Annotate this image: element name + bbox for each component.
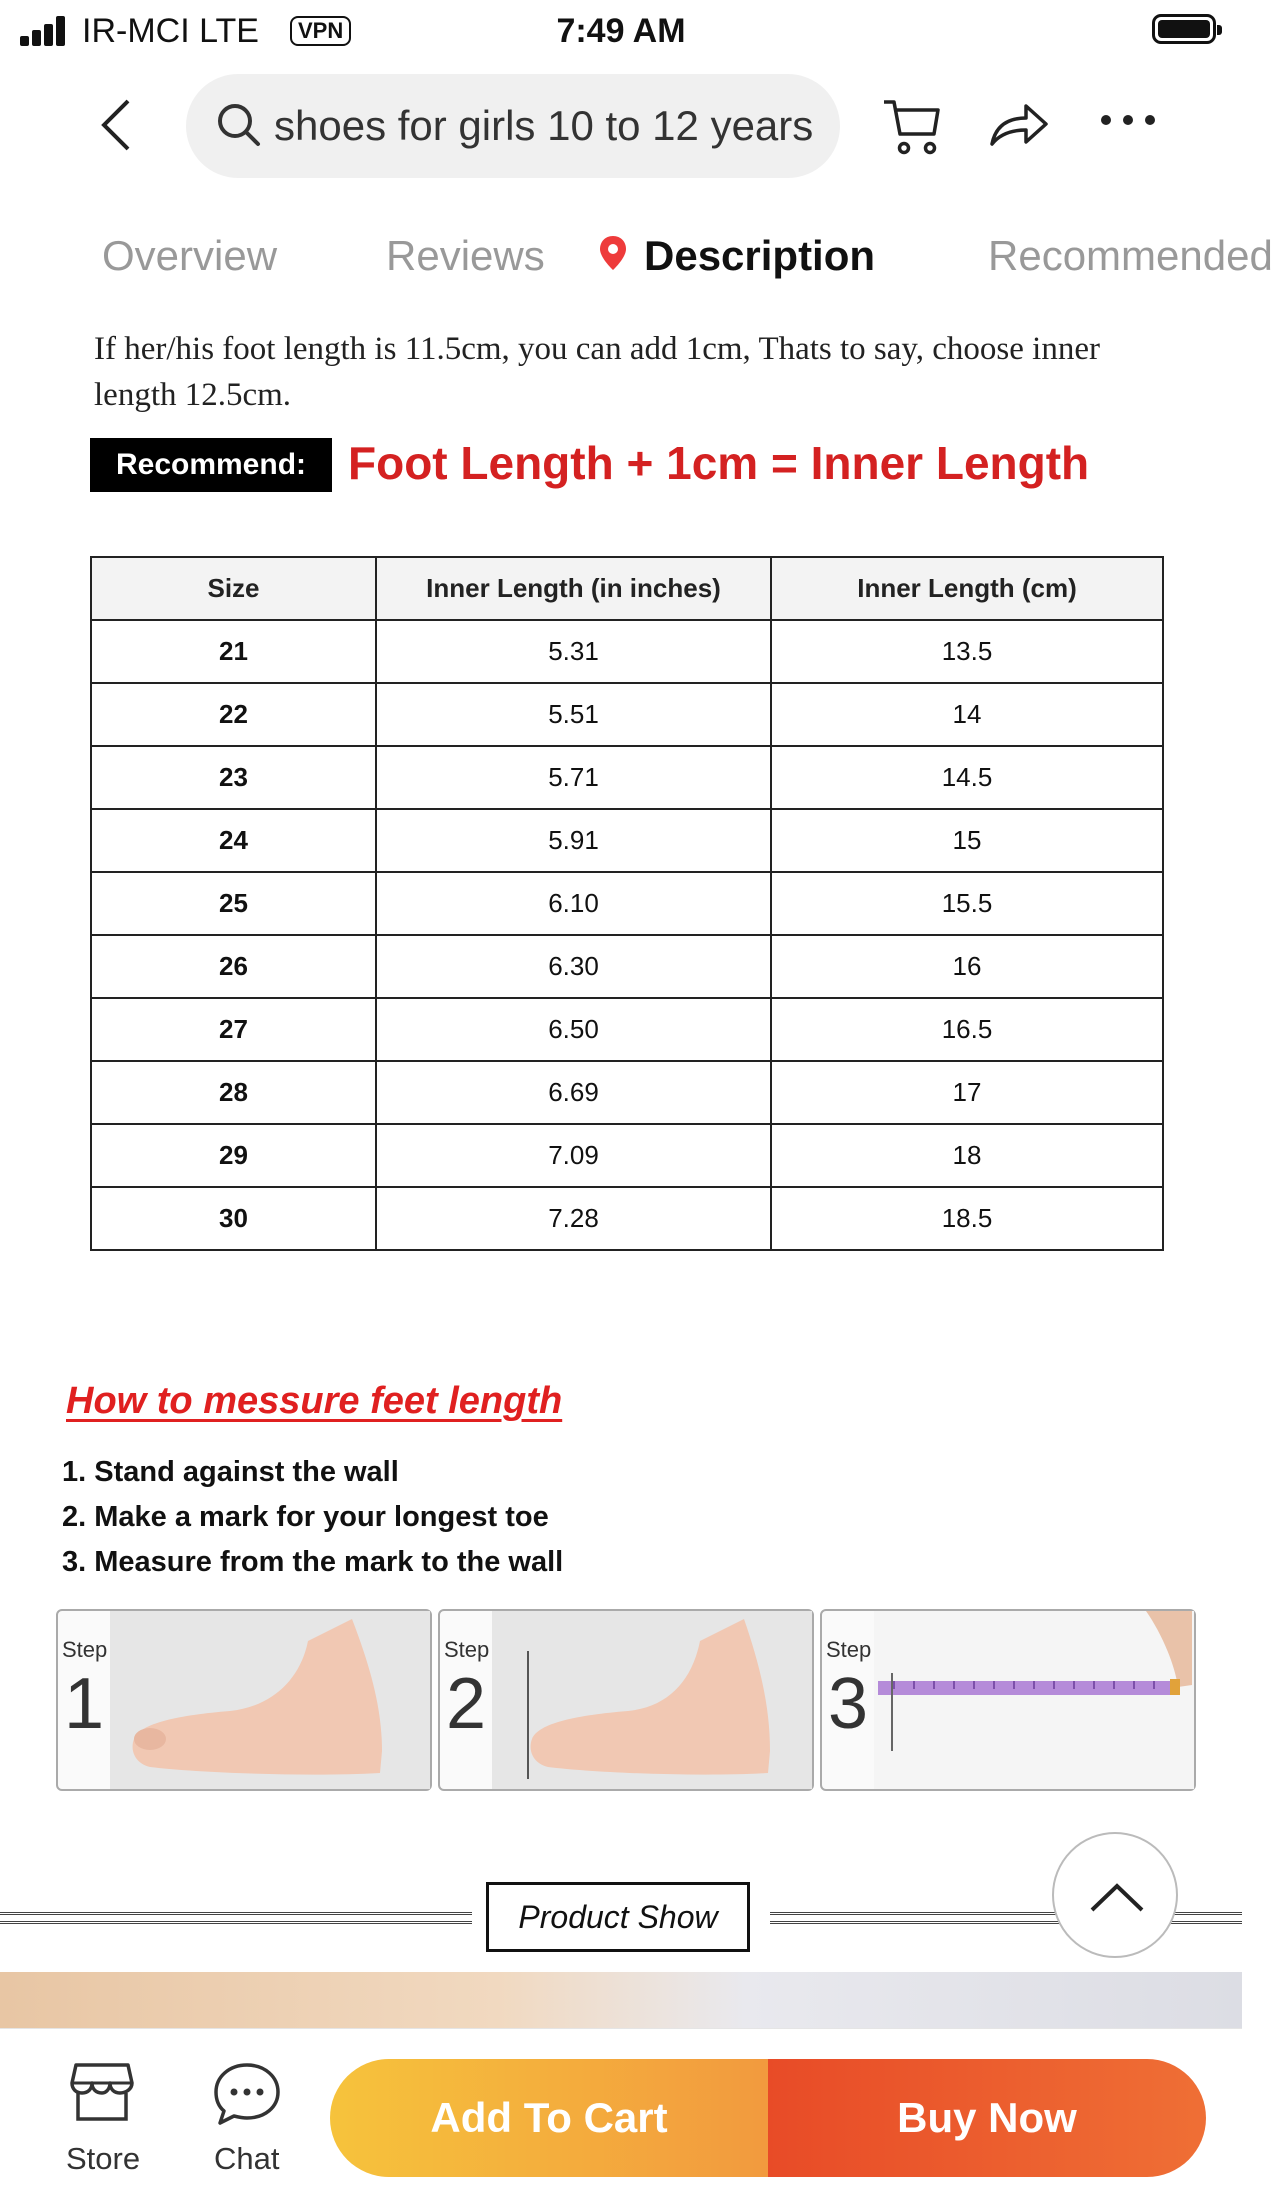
size-cell: 24	[91, 809, 376, 872]
search-bar[interactable]	[186, 74, 840, 178]
step-number: 1	[64, 1664, 105, 1744]
share-icon	[988, 96, 1050, 156]
inches-cell: 6.69	[376, 1061, 771, 1124]
buy-now-button[interactable]: Buy Now	[768, 2059, 1206, 2177]
table-row	[91, 1187, 1163, 1250]
table-row	[91, 809, 1163, 872]
store-icon	[70, 2061, 134, 2123]
step-card-1	[56, 1609, 432, 1791]
cm-cell: 16.5	[771, 998, 1163, 1061]
inches-cell: 7.28	[376, 1187, 771, 1250]
size-cell: 25	[91, 872, 376, 935]
foot-image	[492, 1611, 812, 1789]
size-cell: 22	[91, 683, 376, 746]
product-show-label: Product Show	[486, 1882, 750, 1952]
tab-reviews[interactable]: Reviews	[386, 232, 545, 279]
cm-cell: 18.5	[771, 1187, 1163, 1250]
cm-cell: 14	[771, 683, 1163, 746]
cart-button[interactable]	[882, 96, 942, 161]
chat-button[interactable]	[208, 2029, 288, 2209]
inches-cell: 7.09	[376, 1124, 771, 1187]
store-label: Store	[66, 2141, 141, 2176]
size-cell: 23	[91, 746, 376, 809]
share-button[interactable]	[988, 96, 1050, 161]
size-cell: 26	[91, 935, 376, 998]
vpn-badge: VPN	[290, 16, 351, 46]
foot-image	[110, 1611, 430, 1789]
list-item: 1. Stand against the wall	[62, 1456, 399, 1488]
step-number: 2	[446, 1664, 487, 1744]
recommend-badge: Recommend:	[90, 438, 332, 492]
table-row	[91, 683, 1163, 746]
inches-cell: 5.31	[376, 620, 771, 683]
section-tabs	[0, 220, 1273, 300]
inches-cell: 5.91	[376, 809, 771, 872]
table-row	[91, 1061, 1163, 1124]
cm-cell: 15.5	[771, 872, 1163, 935]
table-row	[91, 746, 1163, 809]
bottom-action-bar	[0, 2028, 1242, 2209]
foot-mark-illustration	[492, 1611, 812, 1789]
search-icon	[216, 102, 262, 148]
table-header: Size	[91, 557, 376, 620]
step-card-2	[438, 1609, 814, 1791]
how-to-steps	[62, 1450, 563, 1585]
measuring-tape-illustration	[874, 1611, 1194, 1789]
inches-cell: 6.30	[376, 935, 771, 998]
inches-cell: 6.50	[376, 998, 771, 1061]
step-number: 3	[828, 1664, 869, 1744]
inches-cell: 6.10	[376, 872, 771, 935]
chat-icon	[212, 2061, 282, 2127]
cm-cell: 18	[771, 1124, 1163, 1187]
location-pin-icon	[598, 234, 628, 274]
table-header: Inner Length (in inches)	[376, 557, 771, 620]
cm-cell: 13.5	[771, 620, 1163, 683]
cm-cell: 15	[771, 809, 1163, 872]
back-button[interactable]	[90, 95, 150, 155]
tab-recommended[interactable]: Recommended	[988, 232, 1273, 279]
chevron-left-icon	[90, 95, 150, 155]
step-label: Step	[444, 1637, 490, 1662]
inches-cell: 5.51	[376, 683, 771, 746]
cart-icon	[882, 96, 942, 156]
size-cell: 21	[91, 620, 376, 683]
tab-overview[interactable]: Overview	[102, 232, 278, 279]
cm-cell: 17	[771, 1061, 1163, 1124]
chat-label: Chat	[214, 2141, 280, 2176]
cm-cell: 16	[771, 935, 1163, 998]
search-input[interactable]: shoes for girls 10 to 12 years	[274, 102, 814, 149]
table-row	[91, 620, 1163, 683]
table-header: Inner Length (cm)	[771, 557, 1163, 620]
size-cell: 30	[91, 1187, 376, 1250]
status-bar	[0, 0, 1242, 62]
recommend-formula: Foot Length + 1cm = Inner Length	[348, 437, 1090, 489]
step-card-3	[820, 1609, 1196, 1791]
more-icon	[1100, 112, 1156, 128]
inches-cell: 5.71	[376, 746, 771, 809]
carrier-label: IR-MCI LTE	[82, 12, 259, 50]
add-to-cart-button[interactable]: Add To Cart	[330, 2059, 768, 2177]
how-to-title: How to messure feet length	[66, 1380, 563, 1422]
clock: 7:49 AM	[556, 12, 686, 50]
foot-illustration	[110, 1611, 430, 1789]
chevron-up-icon	[1054, 1834, 1180, 1960]
table-row	[91, 1124, 1163, 1187]
tab-description[interactable]: Description	[644, 232, 876, 279]
tape-image	[874, 1611, 1194, 1789]
product-image-preview	[0, 1972, 1242, 2028]
store-button[interactable]	[60, 2029, 144, 2209]
size-cell: 28	[91, 1061, 376, 1124]
size-cell: 27	[91, 998, 376, 1061]
size-chart-table	[90, 556, 1164, 1251]
divider	[0, 1912, 472, 1924]
table-row	[91, 872, 1163, 935]
table-header-row	[91, 557, 1163, 620]
step-label: Step	[826, 1637, 872, 1662]
size-cell: 29	[91, 1124, 376, 1187]
step-label: Step	[62, 1637, 108, 1662]
battery-icon	[1152, 14, 1216, 44]
more-button[interactable]	[1100, 112, 1156, 133]
table-row	[91, 998, 1163, 1061]
list-item: 2. Make a mark for your longest toe	[62, 1501, 549, 1533]
table-row	[91, 935, 1163, 998]
scroll-to-top-button[interactable]	[1052, 1832, 1178, 1958]
list-item: 3. Measure from the mark to the wall	[62, 1546, 564, 1578]
description-text: If her/his foot length is 11.5cm, you can add 1cm, Thats to say, choose inner length 12.5cm.	[94, 331, 1100, 413]
cm-cell: 14.5	[771, 746, 1163, 809]
